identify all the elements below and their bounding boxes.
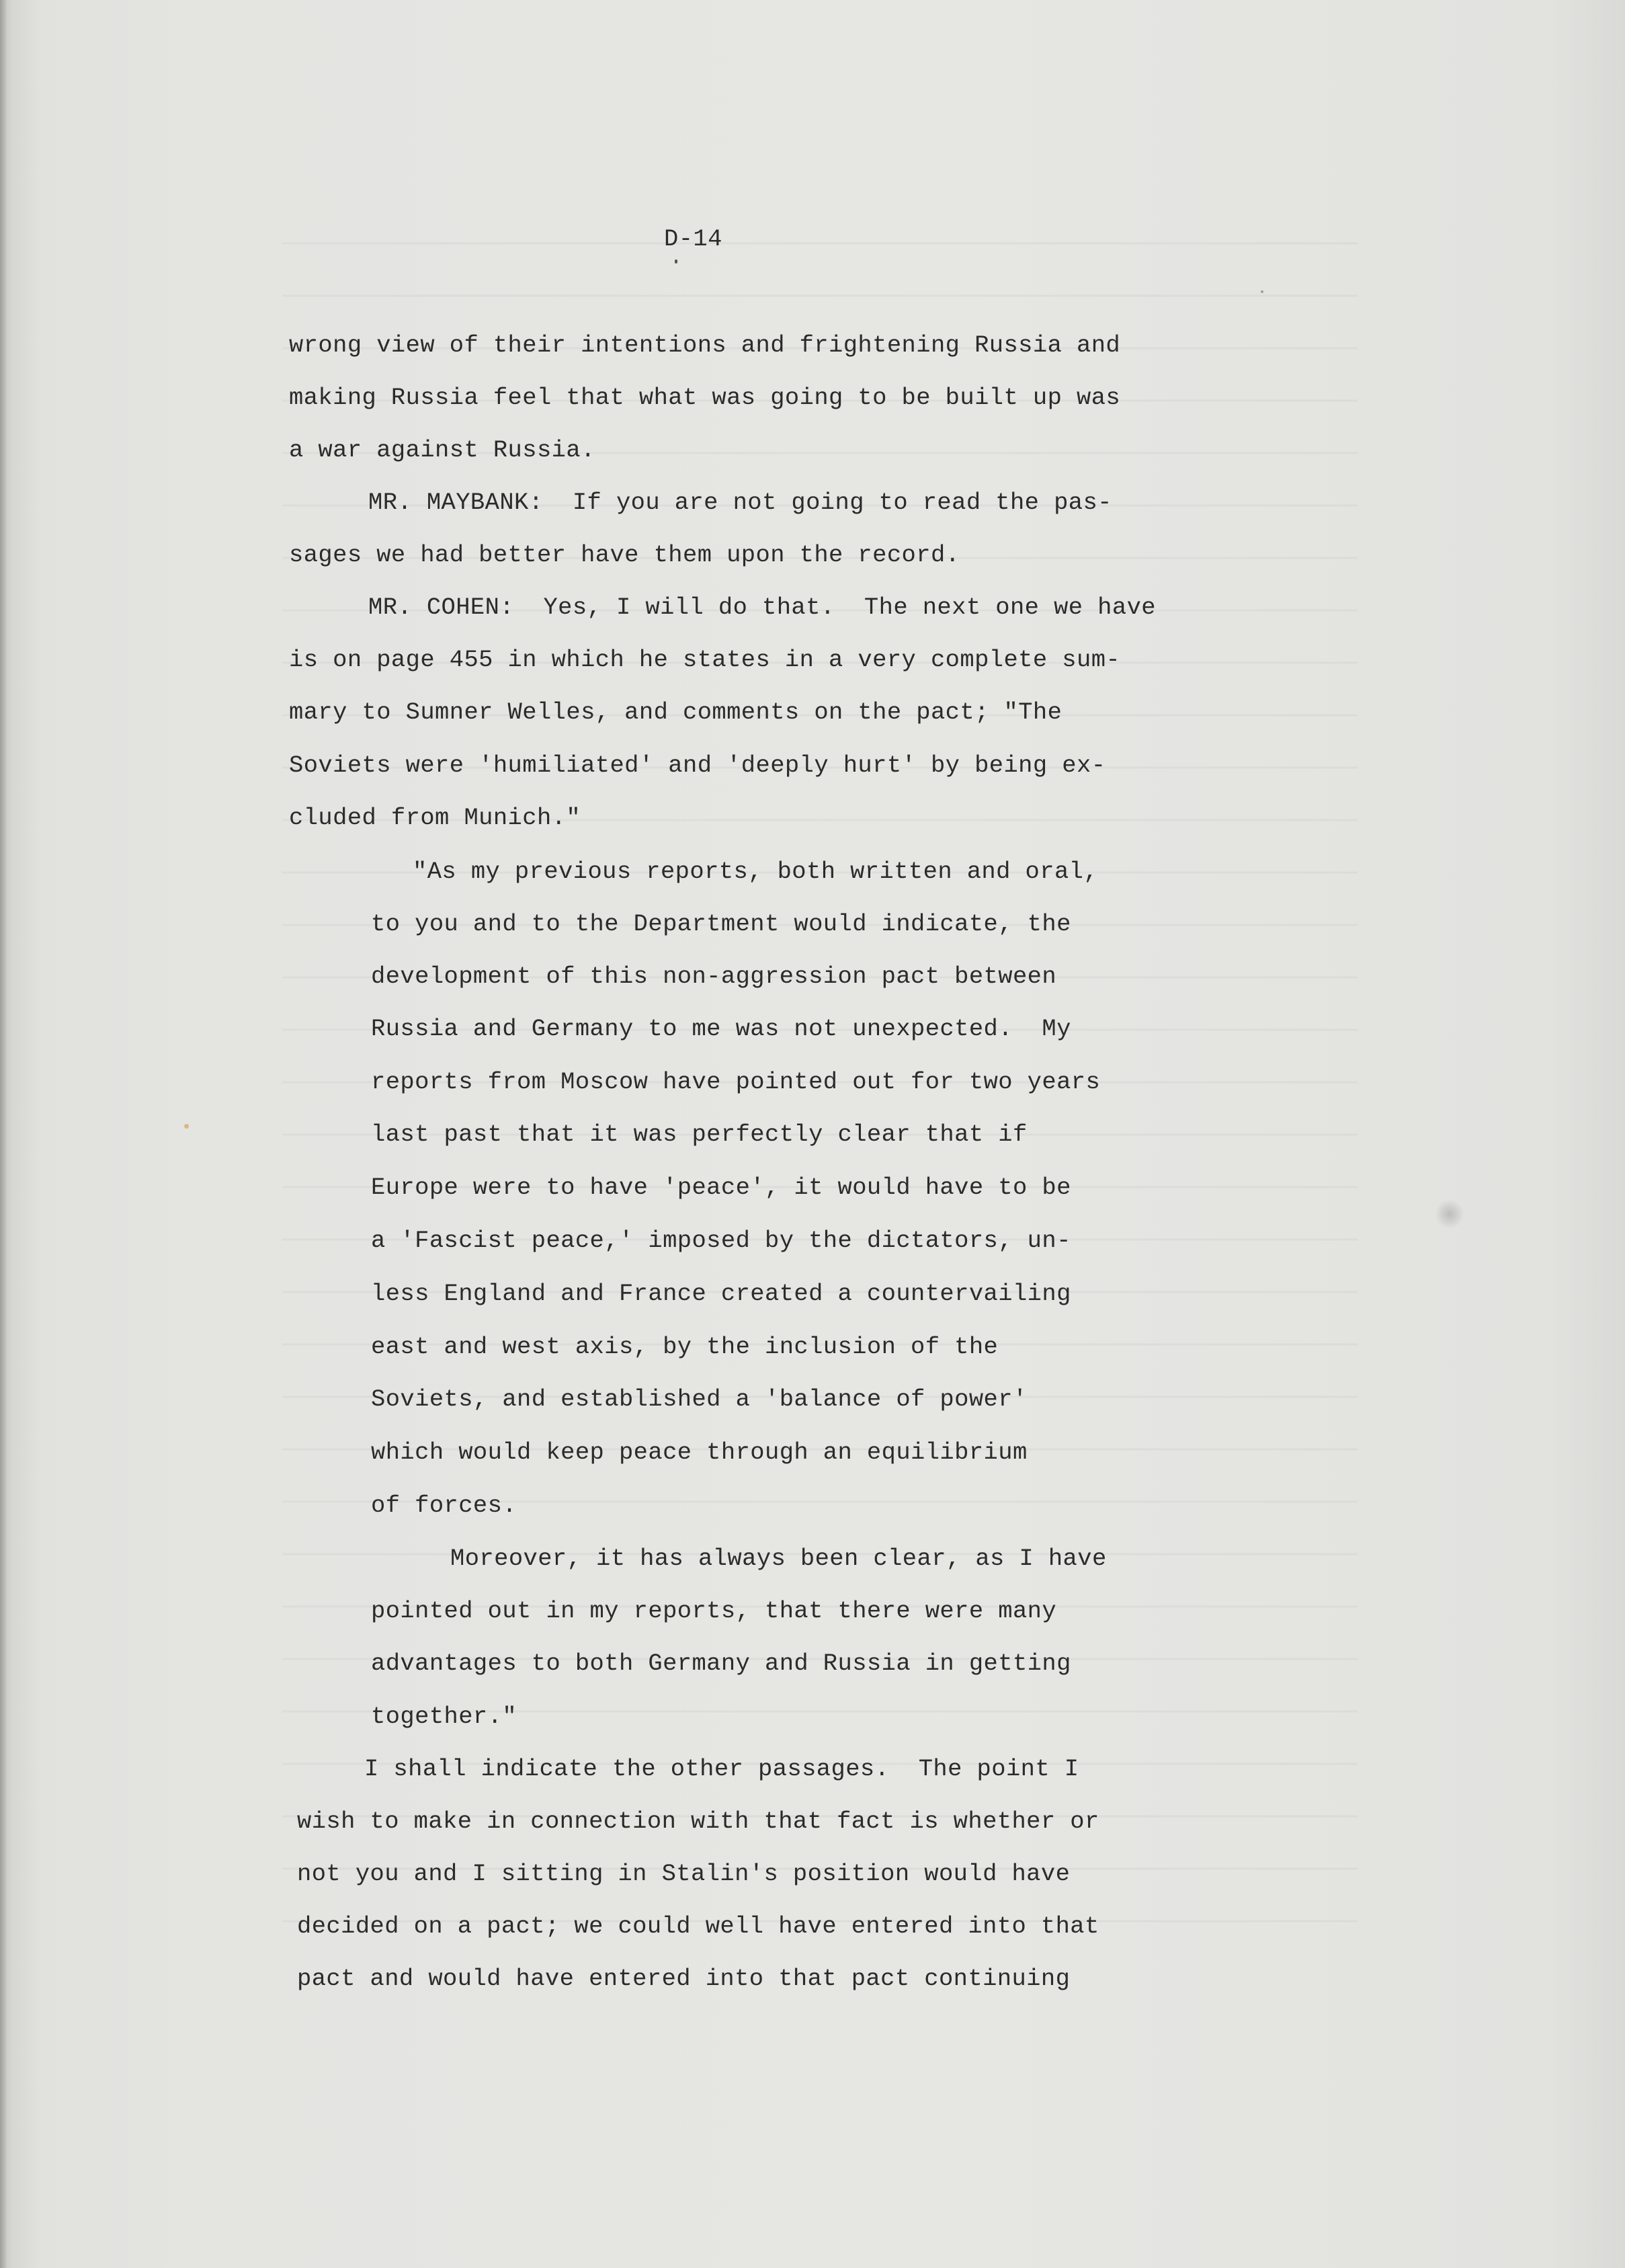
quote-line: "As my previous reports, both written and oral, (413, 858, 1099, 885)
text-line: wish to make in connection with that fact is whether or (297, 1808, 1099, 1835)
quote-line: Russia and Germany to me was not unexpected. My (371, 1015, 1071, 1043)
paper-blemish (1435, 1199, 1464, 1229)
quote-line: which would keep peace through an equilibrium (371, 1439, 1028, 1466)
text-line: is on page 455 in which he states in a very complete sum- (289, 646, 1121, 674)
page-number: D-14 (664, 225, 722, 253)
quote-line: together." (371, 1703, 517, 1730)
text-line: MR. MAYBANK: If you are not going to read the pas- (368, 489, 1112, 516)
quote-line: Moreover, it has always been clear, as I have (450, 1545, 1107, 1572)
text-line: sages we had better have them upon the record. (289, 541, 960, 569)
quote-line: Soviets, and established a 'balance of power' (371, 1385, 1028, 1413)
tick-mark (675, 259, 677, 264)
quote-line: east and west axis, by the inclusion of the (371, 1333, 999, 1361)
text-line: cluded from Munich." (289, 804, 581, 832)
paper-blemish (1261, 290, 1263, 293)
quote-line: development of this non-aggression pact between (371, 963, 1057, 990)
quote-line: to you and to the Department would indicate, the (371, 910, 1071, 938)
text-line: mary to Sumner Welles, and comments on the pact; "The (289, 698, 1062, 726)
text-line: Soviets were 'humiliated' and 'deeply hurt' by being ex- (289, 752, 1106, 779)
text-line: decided on a pact; we could well have entered into that (297, 1912, 1099, 1940)
page-edge-shadow (0, 0, 7, 2268)
paper-blemish (184, 1124, 189, 1129)
quote-line: pointed out in my reports, that there were many (371, 1597, 1057, 1625)
text-line: MR. COHEN: Yes, I will do that. The next one we have (368, 594, 1156, 621)
text-line: pact and would have entered into that pact continuing (297, 1965, 1071, 1992)
quote-line: Europe were to have 'peace', it would have to be (371, 1174, 1071, 1201)
text-line: not you and I sitting in Stalin's position would have (297, 1860, 1071, 1888)
text-line: a war against Russia. (289, 436, 595, 464)
quote-line: last past that it was perfectly clear that if (371, 1121, 1028, 1148)
quote-line: less England and France created a countervailing (371, 1280, 1071, 1307)
quote-line: reports from Moscow have pointed out for two years (371, 1068, 1101, 1096)
quote-line: a 'Fascist peace,' imposed by the dictators, un- (371, 1227, 1071, 1254)
text-line: I shall indicate the other passages. The point I (364, 1755, 1079, 1783)
quote-line: advantages to both Germany and Russia in getting (371, 1650, 1071, 1677)
quote-line: of forces. (371, 1492, 517, 1519)
text-line: making Russia feel that what was going to be built up was (289, 384, 1121, 411)
text-line: wrong view of their intentions and frightening Russia and (289, 331, 1121, 359)
